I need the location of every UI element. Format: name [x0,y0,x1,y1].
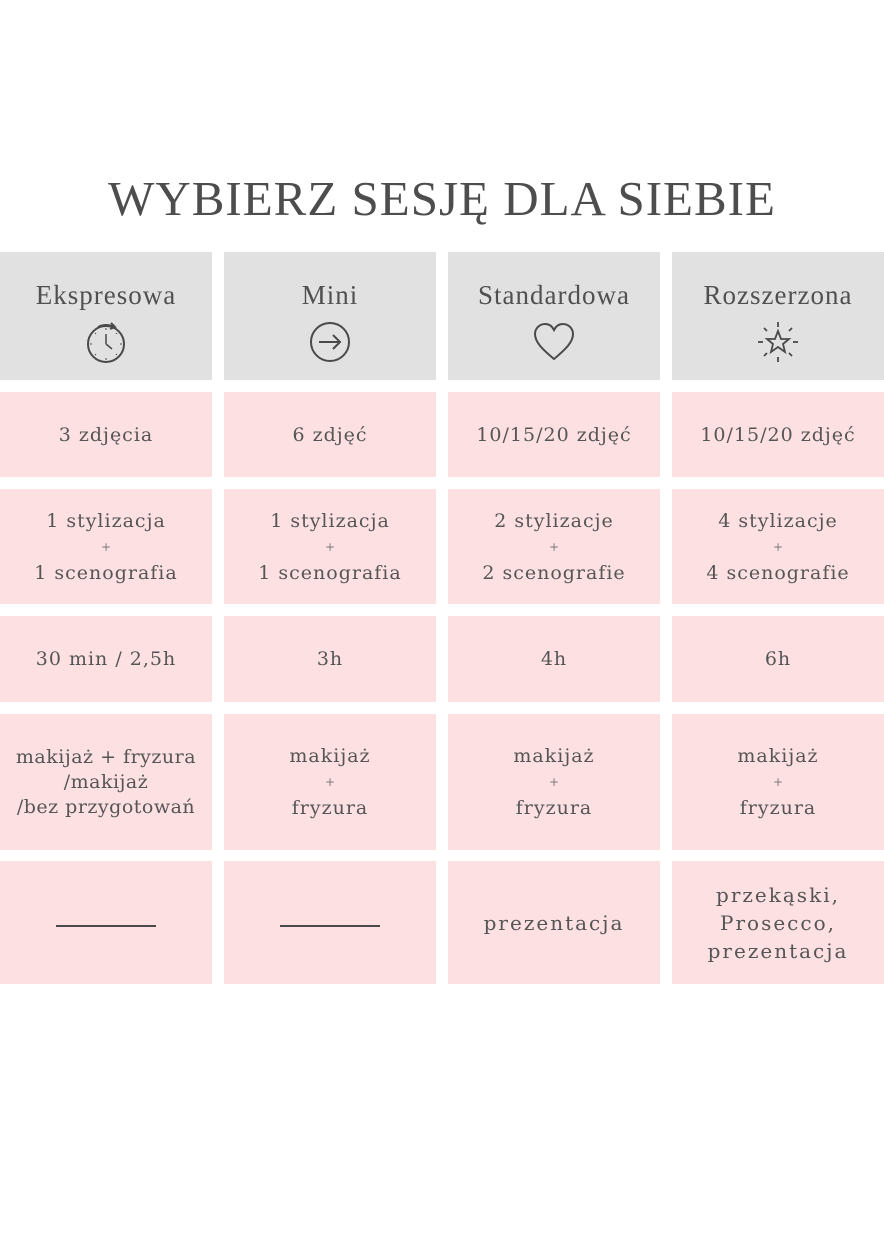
cell-text-bottom: fryzura [515,797,593,819]
cell-text: 30 min / 2,5h [35,648,177,670]
cell-photos-ekspresowa [0,392,212,477]
cell-text-top: 1 stylizacja [46,509,166,532]
cell-text-bottom: 4 scenografie [706,561,850,584]
cell-text-line: prezentacja [483,910,625,935]
cell-text-bottom: fryzura [291,797,369,819]
cell-text-top: 4 stylizacje [718,509,838,532]
cell-text-line: /bez przygotowań [16,795,196,818]
cell-text-top: makijaż [737,745,819,767]
cell-text-bottom: 1 scenografia [258,561,402,584]
cell-styling-mini [224,489,436,604]
cell-duration-ekspresowa [0,616,212,702]
cell-extras-rozszerzona [672,861,884,984]
column-name: Rozszerzona [703,280,853,310]
column-header-ekspresowa [0,252,212,380]
cell-text: 6h [764,648,792,670]
sparkle-star-icon [755,319,801,365]
arrow-right-circle-icon [307,319,353,365]
cell-text-line: przekąski, [716,882,840,907]
cell-text: 3 zdjęcia [58,423,154,446]
cell-text-top: 1 stylizacja [270,509,390,532]
cell-text: 10/15/20 zdjęć [476,423,632,446]
cell-text-top: makijaż [289,745,371,767]
heart-icon [531,319,577,365]
cell-makeup-rozszerzona [672,714,884,850]
empty-dash [56,925,156,927]
plus-sign: + [324,539,336,554]
cell-makeup-mini [224,714,436,850]
column-header-mini [224,252,436,380]
empty-dash [280,925,380,927]
cell-text-line: makijaż + fryzura [15,745,197,768]
timer-icon [83,319,129,365]
cell-extras-ekspresowa [0,861,212,984]
cell-styling-rozszerzona [672,489,884,604]
plus-sign: + [772,775,784,789]
column-header-standardowa [448,252,660,380]
cell-duration-rozszerzona [672,616,884,702]
cell-photos-rozszerzona [672,392,884,477]
cell-text: 6 zdjęć [292,423,368,446]
cell-duration-standardowa [448,616,660,702]
plus-sign: + [100,539,112,554]
plus-sign: + [772,539,784,554]
cell-text-line: /makijaż [63,770,149,793]
cell-text-bottom: 1 scenografia [34,561,178,584]
cell-extras-standardowa [448,861,660,984]
column-name: Mini [301,280,359,310]
cell-styling-standardowa [448,489,660,604]
cell-extras-mini [224,861,436,984]
cell-text-line: prezentacja [707,938,849,963]
cell-makeup-ekspresowa [0,714,212,850]
cell-text-line: Prosecco, [720,910,836,935]
cell-photos-mini [224,392,436,477]
column-name: Standardowa [478,280,630,310]
cell-text-bottom: 2 scenografie [482,561,626,584]
cell-photos-standardowa [448,392,660,477]
column-header-rozszerzona [672,252,884,380]
page-title: WYBIERZ SESJĘ DLA SIEBIE [108,171,776,226]
plus-sign: + [548,539,560,554]
column-name: Ekspresowa [35,280,177,310]
cell-text: 3h [316,648,344,670]
cell-makeup-standardowa [448,714,660,850]
cell-text-top: 2 stylizacje [494,509,614,532]
plus-sign: + [324,775,336,789]
cell-text-bottom: fryzura [739,797,817,819]
cell-duration-mini [224,616,436,702]
cell-text: 4h [540,648,568,670]
plus-sign: + [548,775,560,789]
cell-styling-ekspresowa [0,489,212,604]
cell-text: 10/15/20 zdjęć [700,423,856,446]
cell-text-top: makijaż [513,745,595,767]
